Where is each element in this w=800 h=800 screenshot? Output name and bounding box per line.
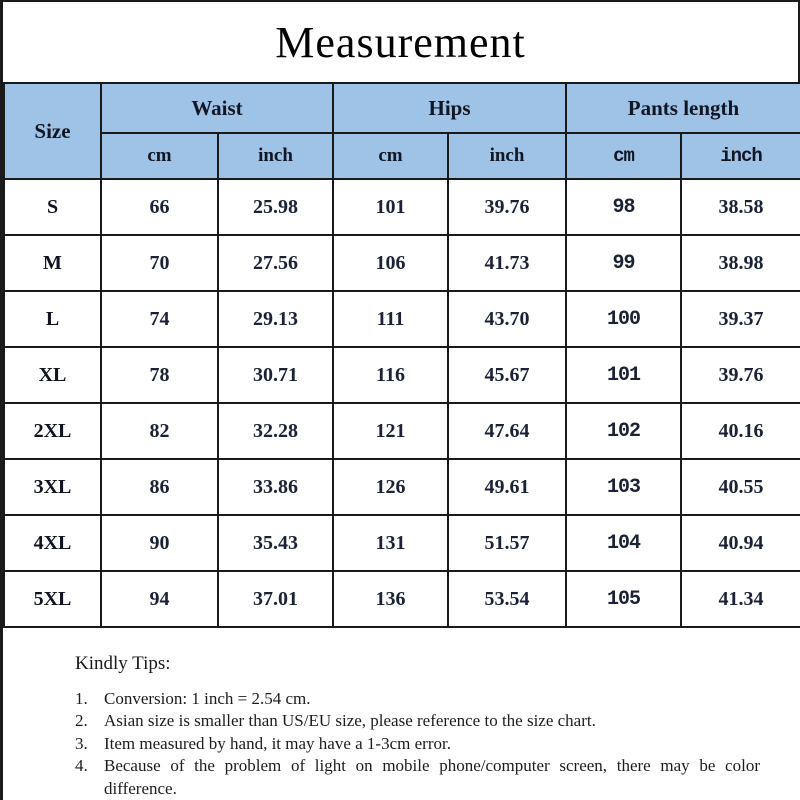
unit-header-hips-inch: inch — [448, 133, 566, 179]
tip-text: Because of the problem of light on mobile phone/computer screen, there may be color difference. — [104, 756, 760, 798]
hips-cm-value: 111 — [333, 291, 448, 347]
hips-cm-value: 116 — [333, 347, 448, 403]
waist-cm-value: 90 — [101, 515, 218, 571]
pants-inch-value: 41.34 — [681, 571, 800, 627]
pants-cm-value: 105 — [566, 571, 681, 627]
pants-inch-value: 40.94 — [681, 515, 800, 571]
waist-inch-value: 30.71 — [218, 347, 333, 403]
hips-inch-value: 53.54 — [448, 571, 566, 627]
waist-inch-value: 32.28 — [218, 403, 333, 459]
group-header-pants-length: Pants length — [566, 83, 800, 133]
pants-cm-value: 101 — [566, 347, 681, 403]
hips-inch-value: 47.64 — [448, 403, 566, 459]
size-column-header: Size — [4, 83, 101, 179]
pants-inch-value: 39.76 — [681, 347, 800, 403]
kindly-tips-section — [3, 628, 800, 800]
pants-inch-value: 38.98 — [681, 235, 800, 291]
tip-item — [75, 733, 760, 755]
tip-number: 1. — [75, 689, 88, 708]
hips-cm-value: 126 — [333, 459, 448, 515]
size-label: 5XL — [4, 571, 101, 627]
tip-item — [75, 710, 760, 732]
unit-header-pants-inch: inch — [681, 133, 800, 179]
waist-cm-value: 82 — [101, 403, 218, 459]
size-label: L — [4, 291, 101, 347]
table-row-xl — [4, 347, 800, 403]
hips-inch-value: 39.76 — [448, 179, 566, 235]
pants-cm-value: 99 — [566, 235, 681, 291]
size-label: 3XL — [4, 459, 101, 515]
hips-cm-value: 136 — [333, 571, 448, 627]
size-label: M — [4, 235, 101, 291]
size-label: 4XL — [4, 515, 101, 571]
table-row-5xl — [4, 571, 800, 627]
waist-cm-value: 70 — [101, 235, 218, 291]
unit-header-hips-cm: cm — [333, 133, 448, 179]
tips-heading: Kindly Tips: — [75, 653, 171, 674]
waist-inch-value: 33.86 — [218, 459, 333, 515]
tip-item — [75, 688, 760, 710]
tip-number: 4. — [75, 756, 88, 776]
group-header-waist: Waist — [101, 83, 333, 133]
hips-inch-value: 41.73 — [448, 235, 566, 291]
hips-inch-value: 49.61 — [448, 459, 566, 515]
waist-cm-value: 78 — [101, 347, 218, 403]
size-label: 2XL — [4, 403, 101, 459]
pants-cm-value: 98 — [566, 179, 681, 235]
hips-cm-value: 121 — [333, 403, 448, 459]
waist-inch-value: 37.01 — [218, 571, 333, 627]
waist-inch-value: 25.98 — [218, 179, 333, 235]
tip-text: Asian size is smaller than US/EU size, please reference to the size chart. — [104, 711, 596, 731]
waist-cm-value: 86 — [101, 459, 218, 515]
hips-cm-value: 101 — [333, 179, 448, 235]
tip-item — [75, 755, 760, 800]
pants-inch-value: 40.55 — [681, 459, 800, 515]
table-row-4xl — [4, 515, 800, 571]
tip-text: Item measured by hand, it may have a 1-3cm error. — [104, 733, 451, 753]
unit-header-waist-cm: cm — [101, 133, 218, 179]
pants-inch-value: 40.16 — [681, 403, 800, 459]
pants-cm-value: 103 — [566, 459, 681, 515]
tip-number: 3. — [75, 733, 88, 753]
waist-inch-value: 27.56 — [218, 235, 333, 291]
title-bar — [3, 0, 800, 82]
hips-inch-value: 51.57 — [448, 515, 566, 571]
waist-cm-value: 74 — [101, 291, 218, 347]
table-row-3xl — [4, 459, 800, 515]
waist-cm-value: 94 — [101, 571, 218, 627]
measurement-table — [3, 82, 800, 628]
hips-inch-value: 43.70 — [448, 291, 566, 347]
table-group-header-row — [4, 83, 800, 133]
table-row-s — [4, 179, 800, 235]
hips-cm-value: 106 — [333, 235, 448, 291]
unit-header-pants-cm: cm — [566, 133, 681, 179]
hips-inch-value: 45.67 — [448, 347, 566, 403]
table-row-l — [4, 291, 800, 347]
pants-inch-value: 38.58 — [681, 179, 800, 235]
pants-cm-value: 102 — [566, 403, 681, 459]
pants-inch-value: 39.37 — [681, 291, 800, 347]
tip-number: 2. — [75, 711, 88, 731]
tip-text: Conversion: 1 inch = 2.54 cm. — [104, 689, 311, 708]
unit-header-waist-inch: inch — [218, 133, 333, 179]
waist-inch-value: 29.13 — [218, 291, 333, 347]
table-row-m — [4, 235, 800, 291]
table-unit-header-row — [4, 133, 800, 179]
waist-inch-value: 35.43 — [218, 515, 333, 571]
group-header-hips: Hips — [333, 83, 566, 133]
hips-cm-value: 131 — [333, 515, 448, 571]
size-label: XL — [4, 347, 101, 403]
table-row-2xl — [4, 403, 800, 459]
pants-cm-value: 104 — [566, 515, 681, 571]
page-title: Measurement — [275, 17, 526, 67]
pants-cm-value: 100 — [566, 291, 681, 347]
waist-cm-value: 66 — [101, 179, 218, 235]
size-label: S — [4, 179, 101, 235]
